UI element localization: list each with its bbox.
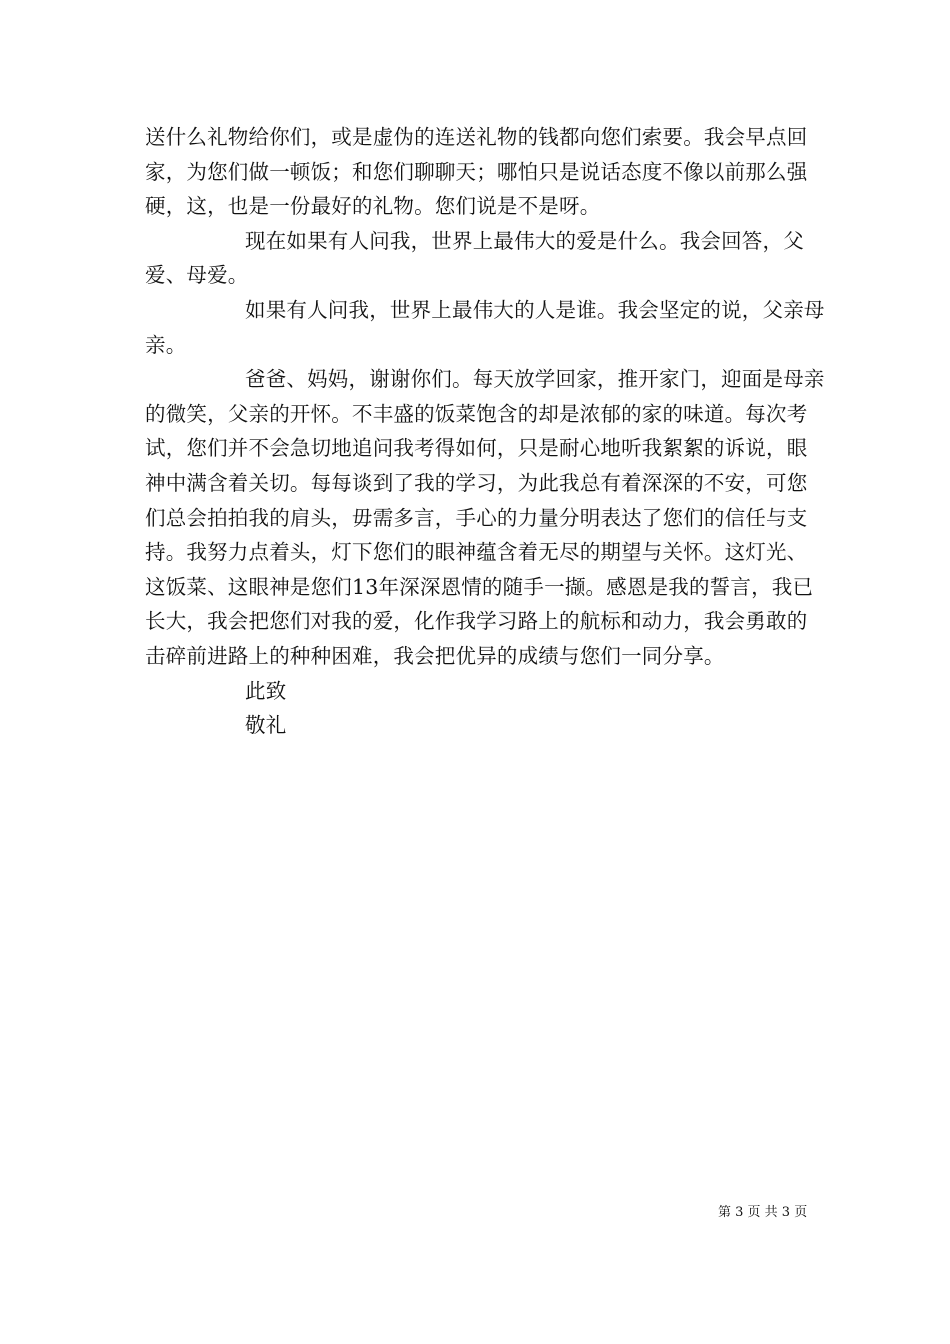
page-number-footer: 第 3 页 共 3 页 (718, 1205, 808, 1220)
closing-salutation: 此致 (245, 678, 287, 703)
closing-regards: 敬礼 (245, 713, 287, 738)
letter-body (145, 120, 825, 743)
paragraph-3: 如果有人问我，世界上最伟大的人是谁。我会坚定的说，父亲母亲。 (145, 297, 825, 357)
paragraph-4: 爸爸、妈妈，谢谢你们。每天放学回家，推开家门，迎面是母亲的微笑，父亲的开怀。不丰盛的饭菜饱含的却是浓郁的家的味道。每次考试，您们并不会急切地追问我考得如何，只是耐心地听我絮絮的诉说，眼神中满含着关切。每每谈到了我的学习，为此我总有着深深的不安，可您们总会拍拍我的肩头，毋需多言，手心的力量分明表达了您们的信任与支持。我努力点着头，灯下您们的眼神蕴含着无尽的期望与关怀。这灯光、这饭菜、这眼神是您们13年深深恩情的随手一撷。感恩是我的誓言，我已长大，我会把您们对我的爱，化作我学习路上的航标和动力，我会勇敢的击碎前进路上的种种困难，我会把优异的成绩与您们一同分享。 (145, 367, 825, 668)
paragraph-1: 送什么礼物给你们，或是虚伪的连送礼物的钱都向您们索要。我会早点回家，为您们做一顿饭；和您们聊聊天；哪怕只是说话态度不像以前那么强硬，这，也是一份最好的礼物。您们说是不是呀。 (145, 125, 808, 219)
paragraph-2: 现在如果有人问我，世界上最伟大的爱是什么。我会回答，父爱、母爱。 (145, 228, 804, 288)
